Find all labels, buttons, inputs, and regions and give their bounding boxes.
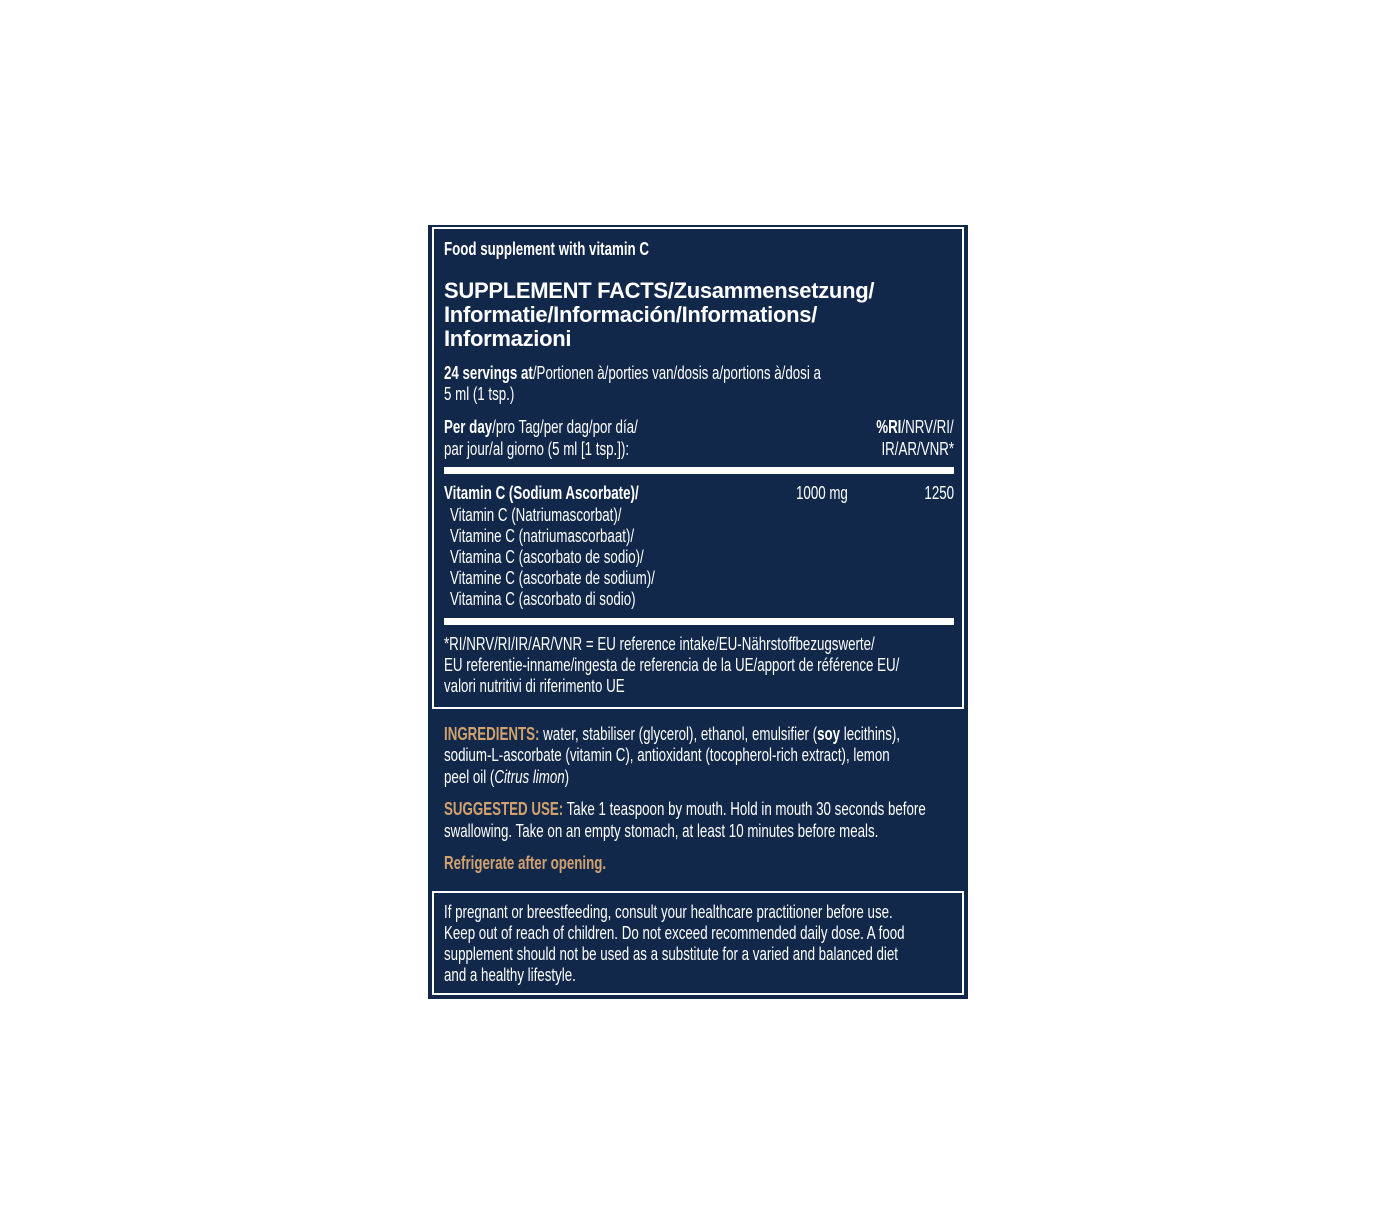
heading-line: SUPPLEMENT FACTS/Zusammensetzung/ <box>444 278 875 303</box>
ingredients-line: peel oil (Citrus limon) <box>444 767 570 787</box>
suggested-use-line: swallowing. Take on an empty stomach, at least 10 minutes before meals. <box>444 821 879 841</box>
vitamin-ri-value: 1250 <box>924 483 954 503</box>
label-subtitle: Food supplement with vitamin C <box>444 239 649 259</box>
ri-header-line2: IR/AR/VNR* <box>881 439 954 459</box>
warning-line: supplement should not be used as a substitute for a varied and balanced diet <box>444 944 898 964</box>
supplement-label <box>428 225 968 999</box>
ingredients-label: INGREDIENTS: <box>444 724 540 744</box>
per-day-header-line2: par jour/al giorno (5 ml [1 tsp.]): <box>444 439 630 459</box>
refrigerate-note: Refrigerate after opening. <box>444 853 607 873</box>
servings-size: 5 ml (1 tsp.) <box>444 384 515 404</box>
ri-header: %RI/NRV/RI/ <box>876 417 954 437</box>
vitamin-translation: Vitamina C (ascorbato di sodio) <box>450 589 636 609</box>
suggested-use-line: SUGGESTED USE: Take 1 teaspoon by mouth. Hold in mouth 30 seconds before <box>444 799 926 819</box>
divider-bar <box>444 618 954 625</box>
vitamin-translation: Vitamina C (ascorbato de sodio)/ <box>450 547 644 567</box>
footnote-line: valori nutritivi di riferimento UE <box>444 676 625 696</box>
warning-line: Keep out of reach of children. Do not exceed recommended daily dose. A food <box>444 923 905 943</box>
footnote-line: *RI/NRV/RI/IR/AR/VNR = EU reference intake/EU-Nährstoffbezugswerte/ <box>444 634 875 654</box>
vitamin-name: Vitamin C (Sodium Ascorbate)/ <box>444 483 639 503</box>
heading-line: Informazioni <box>444 326 572 351</box>
vitamin-translation: Vitamine C (ascorbate de sodium)/ <box>450 568 655 588</box>
warning-line: If pregnant or breestfeeding, consult your healthcare practitioner before use. <box>444 902 893 922</box>
vitamin-amount: 1000 mg <box>796 483 848 503</box>
divider-bar <box>444 467 954 474</box>
suggested-use-label: SUGGESTED USE: <box>444 799 564 819</box>
heading-line: Informatie/Información/Informations/ <box>444 302 818 327</box>
supplement-facts-heading <box>444 279 944 351</box>
allergen-soy: soy <box>817 724 841 744</box>
per-day-header: Per day/pro Tag/per dag/por día/ <box>444 417 638 437</box>
vitamin-translation: Vitamine C (natriumascorbaat)/ <box>450 526 635 546</box>
vitamin-translation: Vitamin C (Natriumascorbat)/ <box>450 505 622 525</box>
servings-line: 24 servings at/Portionen à/porties van/dosis a/portions à/dosi a <box>444 363 821 383</box>
ingredients-line: sodium-L-ascorbate (vitamin C), antioxidant (tocopherol-rich extract), lemon <box>444 745 890 765</box>
ingredients-line: INGREDIENTS: water, stabiliser (glycerol), ethanol, emulsifier (soy lecithins), <box>444 724 901 744</box>
footnote-line: EU referentie-inname/ingesta de referencia de la UE/apport de référence EU/ <box>444 655 900 675</box>
warning-line: and a healthy lifestyle. <box>444 965 576 985</box>
